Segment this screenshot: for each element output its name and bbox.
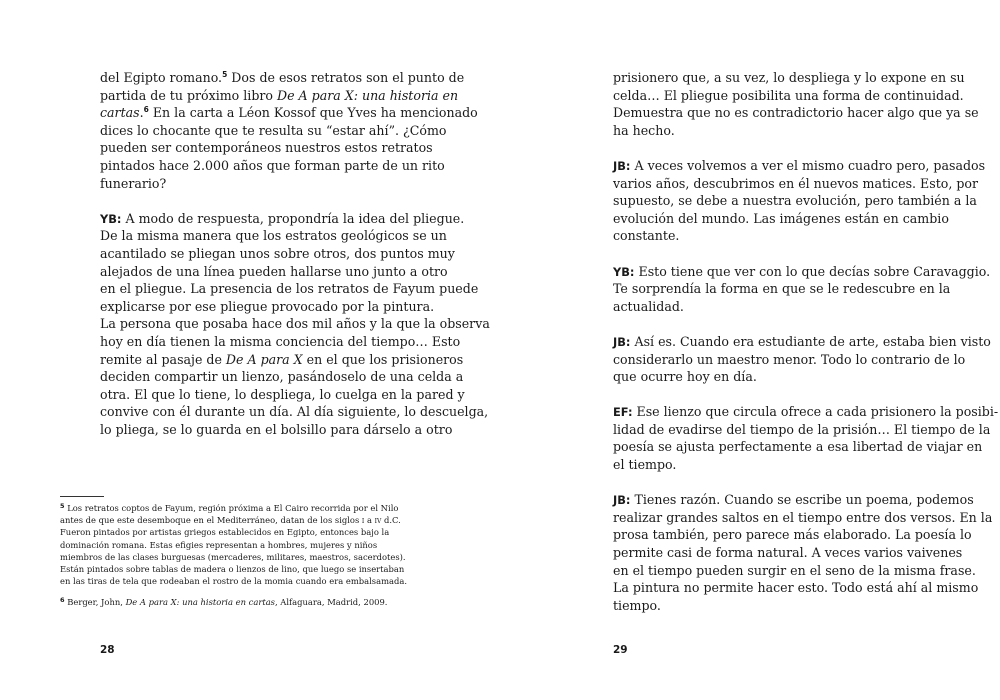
left-text-column	[100, 69, 490, 438]
text-run: en el tiempo pueden surgir en el seno de la misma frase.	[613, 562, 976, 578]
italic-title: De A para X	[225, 351, 303, 367]
text-run: tiempo.	[613, 597, 661, 613]
text-line	[613, 263, 991, 281]
footnote-line	[60, 514, 440, 526]
text-line	[613, 157, 986, 175]
speaker-label: JB:	[613, 334, 631, 349]
text-run: en el pliegue. La presencia de los retratos de Fayum puede	[100, 281, 479, 297]
text-line	[100, 69, 465, 87]
text-run: Esto tiene que ver con lo que decías sobre Caravaggio.	[634, 263, 991, 279]
text-run: otra. El que lo tiene, lo despliega, lo cuelga en la pared y	[100, 386, 465, 402]
text-run: Te sorprendía la forma en que se le redescubre en la	[613, 281, 951, 297]
text-line	[613, 227, 943, 245]
text-line	[100, 87, 459, 105]
text-line	[613, 87, 964, 105]
text-run: el tiempo.	[613, 457, 677, 473]
footnote-number: 5	[60, 502, 65, 510]
text-line	[100, 139, 433, 157]
footnote-line	[60, 526, 440, 538]
italic-title: De A para X: una historia en	[277, 87, 459, 103]
text-run: Berger, John,	[67, 597, 126, 608]
text-line	[100, 333, 461, 351]
text-line	[100, 210, 465, 228]
text-run: a	[364, 515, 375, 526]
roman-numeral: iv	[374, 515, 382, 526]
text-line	[100, 315, 490, 333]
footnote-line	[60, 596, 440, 608]
footnote-line	[60, 575, 440, 587]
text-line	[100, 386, 465, 404]
text-line	[613, 333, 991, 351]
text-run: Tienes razón. Cuando se escribe un poema, podemos	[630, 492, 974, 508]
text-run: varios años, descubrimos en él nuevos matices. Esto, por	[613, 175, 979, 191]
text-run: Los retratos coptos de Fayum, región próxima a El Cairo recorrida por el Nilo	[67, 503, 399, 513]
text-run: del Egipto romano.	[100, 70, 223, 85]
text-run: convive con él durante un día. Al día siguiente, lo descuelga,	[100, 404, 489, 420]
italic-title: De A para X: una historia en cartas	[125, 597, 275, 608]
text-line	[613, 526, 972, 544]
text-line	[613, 175, 979, 193]
text-run: prisionero que, a su vez, lo despliega y lo expone en su	[613, 70, 965, 85]
text-line	[100, 245, 455, 263]
speaker-label: YB:	[100, 211, 122, 226]
speaker-label: EF:	[613, 405, 633, 420]
footnote-line	[60, 563, 440, 575]
text-line	[613, 280, 951, 298]
text-run: actualidad.	[613, 298, 684, 314]
text-line	[100, 403, 489, 421]
footnote	[60, 596, 440, 608]
footnote-line	[60, 539, 440, 551]
text-run: pintados hace 2.000 años que forman parte de un rito	[100, 157, 445, 173]
text-run: ha hecho.	[613, 122, 675, 138]
text-line	[613, 210, 949, 228]
text-run: dominación romana. Estas efigies representan a hombres, mujeres y niños	[60, 539, 378, 550]
text-line	[613, 122, 943, 140]
text-run: prosa también, pero parece más elaborado. La poesía lo	[613, 527, 972, 543]
paragraph-gap	[613, 474, 943, 492]
text-run: realizar grandes saltos en el tiempo entre dos versos. En la	[613, 509, 993, 525]
text-line	[100, 298, 435, 316]
roman-numeral: i	[361, 515, 365, 526]
text-run: acantilado se pliegan unos sobre otros, dos puntos muy	[100, 245, 455, 261]
speaker-label: JB:	[613, 158, 631, 173]
text-line	[100, 421, 453, 439]
text-run: La persona que posaba hace dos mil años y la que la observa	[100, 316, 490, 332]
text-line	[613, 509, 993, 527]
footnote-number: 6	[60, 596, 65, 605]
text-run: pueden ser contemporáneos nuestros estos retratos	[100, 140, 433, 156]
text-run: A veces volvemos a ver el mismo cuadro pero, pasados	[630, 157, 986, 173]
page-number-left: 28	[100, 644, 115, 656]
text-line	[100, 122, 447, 140]
paragraph-gap	[613, 386, 943, 404]
text-run: De la misma manera que los estratos geológicos se un	[100, 228, 447, 244]
text-run: , Alfaguara, Madrid, 2009.	[274, 597, 388, 608]
text-run: en las tiras de tela que rodeaban el rostro de la momia cuando era embalsamada.	[60, 576, 408, 587]
text-line	[613, 491, 974, 509]
paragraph-gap	[613, 315, 943, 333]
text-run: .	[139, 105, 144, 121]
text-line	[100, 280, 479, 298]
paragraph-gap	[613, 139, 943, 157]
text-run: remite al pasaje de	[100, 351, 226, 367]
footnote-separator	[60, 496, 104, 497]
text-line	[613, 104, 979, 122]
text-run: explicarse por ese pliegue provocado por la pintura.	[100, 298, 435, 314]
text-run: antes de que este desemboque en el Mediterráneo, datan de los siglos	[60, 515, 362, 526]
right-page	[500, 0, 1000, 700]
text-line	[100, 157, 445, 175]
text-run: permite casi de forma natural. A veces varios vaivenes	[613, 545, 963, 561]
text-line	[613, 69, 965, 87]
text-line	[613, 544, 963, 562]
text-run: Así es. Cuando era estudiante de arte, estaba bien visto	[630, 333, 991, 349]
text-run: Fueron pintados por artistas griegos establecidos en Egipto, entonces bajo la	[60, 527, 390, 538]
page-number-right: 29	[613, 644, 628, 656]
text-run: considerarlo un maestro menor. Todo lo contrario de lo	[613, 351, 966, 367]
text-line	[613, 456, 943, 474]
text-line	[613, 421, 991, 439]
speaker-label: YB:	[613, 264, 635, 279]
text-line	[613, 403, 999, 421]
text-line	[100, 351, 464, 369]
text-line	[613, 438, 983, 456]
footnote	[60, 502, 440, 587]
text-run: En la carta a Léon Kossof que Yves ha mencionado	[148, 105, 478, 121]
text-run: en el que los prisioneros	[302, 351, 464, 367]
text-line	[613, 298, 943, 316]
text-line	[100, 104, 478, 122]
text-line	[613, 597, 943, 615]
text-run: alejados de una línea pueden hallarse uno junto a otro	[100, 263, 448, 279]
text-run: evolución del mundo. Las imágenes están en cambio	[613, 210, 949, 226]
paragraph-gap	[613, 245, 943, 263]
text-run: A modo de respuesta, propondría la idea del pliegue.	[121, 210, 465, 226]
text-run: celda… El pliegue posibilita una forma de continuidad.	[613, 87, 964, 103]
text-run: partida de tu próximo libro	[100, 87, 277, 103]
paragraph-gap	[100, 192, 430, 210]
footnote-line	[60, 502, 440, 514]
text-run: poesía se ajusta perfectamente a esa libertad de viajar en	[613, 439, 983, 455]
text-run: funerario?	[100, 175, 167, 191]
text-line	[613, 579, 979, 597]
footnotes	[60, 502, 440, 609]
text-line	[100, 368, 464, 386]
text-run: supuesto, se debe a nuestra evolución, pero también a la	[613, 193, 977, 209]
footnote-gap	[60, 587, 440, 596]
text-run: dices lo chocante que te resulta su “estar ahí”. ¿Cómo	[100, 122, 447, 138]
text-line	[100, 227, 447, 245]
text-line	[613, 351, 966, 369]
right-text-column	[613, 69, 999, 614]
text-line	[613, 192, 977, 210]
text-run: constante.	[613, 228, 680, 244]
footnote-line	[60, 551, 440, 563]
text-run: lo pliega, se lo guarda en el bolsillo para dárselo a otro	[100, 421, 453, 437]
text-run: que ocurre hoy en día.	[613, 369, 757, 385]
footnote-reference: 5	[222, 70, 228, 79]
text-run: Demuestra que no es contradictorio hacer algo que ya se	[613, 105, 979, 121]
text-run: Ese lienzo que circula ofrece a cada prisionero la posibi-	[632, 404, 999, 420]
text-run: deciden compartir un lienzo, pasándoselo de una celda a	[100, 369, 464, 385]
text-line	[100, 263, 448, 281]
text-line	[100, 175, 430, 193]
text-line	[613, 562, 976, 580]
text-run: Dos de esos retratos son el punto de	[227, 70, 465, 85]
italic-title: cartas	[100, 105, 140, 121]
text-run: d.C.	[381, 515, 401, 526]
text-run: La pintura no permite hacer esto. Todo está ahí al mismo	[613, 580, 979, 596]
footnote-reference: 6	[143, 105, 149, 115]
speaker-label: JB:	[613, 493, 631, 508]
text-run: lidad de evadirse del tiempo de la prisión… El tiempo de la	[613, 421, 991, 437]
text-line	[613, 368, 943, 386]
text-run: Están pintados sobre tablas de madera o lienzos de lino, que luego se insertaban	[60, 564, 405, 575]
text-run: miembros de las clases burguesas (mercaderes, militares, maestros, sacerdotes).	[60, 551, 406, 562]
text-run: hoy en día tienen la misma conciencia del tiempo… Esto	[100, 333, 461, 349]
